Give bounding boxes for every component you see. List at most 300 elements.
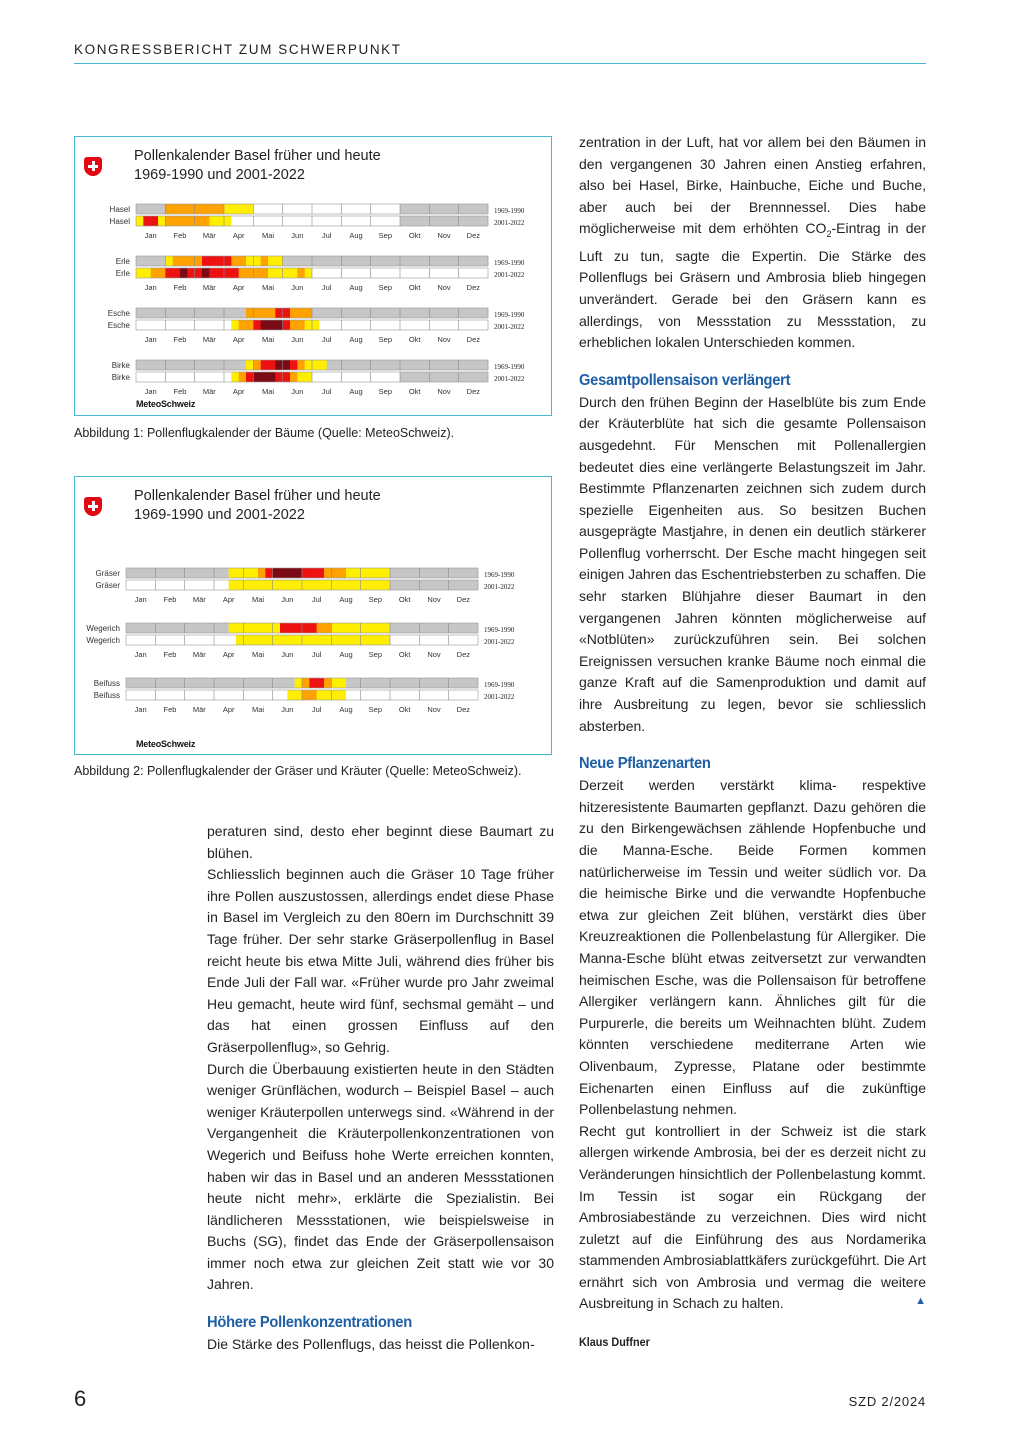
pollen-cell [466,308,474,318]
pollen-cell [407,372,415,382]
pollen-cell [317,690,325,700]
pollen-cell [346,568,354,578]
pollen-cell [400,216,408,226]
pollen-cell [349,360,357,370]
pollen-cell [434,690,442,700]
species-group-Birke [112,360,525,396]
pollen-cell [148,678,156,688]
pollen-cell [295,635,303,645]
pollen-cell [481,360,489,370]
pollen-cell [422,372,430,382]
pollen-cell [363,308,371,318]
pollen-cell [400,268,408,278]
end-mark-icon: ▲ [915,1295,926,1308]
month-label: Dez [466,387,481,396]
pollen-cell [371,204,379,214]
month-label: Aug [349,231,363,240]
month-label: Aug [339,595,353,604]
pollen-cell [309,690,317,700]
pollen-cell [192,568,200,578]
pollen-cell [192,690,200,700]
pollen-cell [229,580,237,590]
month-label: Sep [368,595,383,604]
pollen-cell [246,216,254,226]
pollen-cell [136,372,144,382]
issue-label: SZD 2/2024 [848,1394,926,1409]
pollen-cell [173,320,181,330]
pollen-cell [273,623,281,633]
species-label: Wegerich [86,636,120,645]
pollen-cell [221,623,229,633]
pollen-cell [341,360,349,370]
pollen-cell [451,360,459,370]
pollen-cell [346,678,354,688]
pollen-cell [136,360,144,370]
pollen-cell [405,635,413,645]
pollen-cell [363,372,371,382]
pollen-cell [214,568,222,578]
pollen-cell [437,256,445,266]
pollen-cell [302,623,310,633]
pollen-cell [290,360,298,370]
pollen-cell [434,678,442,688]
pollen-cell [405,568,413,578]
month-label: Nov [437,335,451,344]
pollen-cell [407,216,415,226]
pollen-cell [334,372,342,382]
pollen-cell [429,256,437,266]
pollen-cell [165,372,173,382]
pollen-cell [471,623,479,633]
species-label: Hasel [109,205,130,214]
pollen-cell [375,568,383,578]
month-label: Jun [291,335,304,344]
pollen-cell [466,360,474,370]
pollen-cell [339,690,347,700]
pollen-cell [441,690,449,700]
pollen-cell [290,268,298,278]
pollen-cell [429,268,437,278]
pollen-cell [353,635,361,645]
pollen-cell [173,204,181,214]
pollen-cell [155,623,163,633]
pollen-cell [177,623,185,633]
month-label: Apr [222,705,235,714]
pollen-cell [481,320,489,330]
month-label: Jun [281,595,294,604]
month-label: Apr [222,595,235,604]
species-label: Birke [111,373,130,382]
subheading: Höhere Pollenkonzentrationen [207,1314,412,1332]
pollen-cell [295,690,303,700]
pollen-cell [163,580,171,590]
pollen-cell [209,320,217,330]
pollen-cell [361,623,369,633]
pollen-cell [141,690,149,700]
pollen-cell [356,360,364,370]
pollen-cell [437,360,445,370]
pollen-cell [202,372,210,382]
pollen-cell [459,308,467,318]
pollen-cell [209,268,217,278]
pollen-cell [158,256,166,266]
pollen-cell [268,204,276,214]
pollen-cell [221,568,229,578]
pollen-cell [437,204,445,214]
pollen-cell [221,580,229,590]
month-label: Jan [134,595,147,604]
month-label: Sep [378,335,393,344]
pollen-cell [275,256,283,266]
pollen-cell [268,256,276,266]
pollen-cell [341,216,349,226]
pollen-cell [407,320,415,330]
month-label: Feb [173,387,187,396]
pollen-chart-grasses [75,477,551,754]
pollen-cell [371,360,379,370]
pollen-cell [195,204,203,214]
pollen-cell [207,678,215,688]
pollen-cell [236,580,244,590]
pollen-cell [422,216,430,226]
pollen-cell [309,623,317,633]
pollen-cell [253,204,261,214]
pollen-cell [312,268,320,278]
pollen-cell [202,320,210,330]
pollen-cell [309,580,317,590]
pollen-cell [246,256,254,266]
pollen-cell [312,308,320,318]
pollen-cell [327,360,335,370]
pollen-cell [356,216,364,226]
pollen-cell [170,635,178,645]
pollen-cell [363,320,371,330]
pollen-cell [383,580,391,590]
pollen-cell [305,256,313,266]
pollen-cell [471,580,479,590]
month-label: Jun [291,231,304,240]
pollen-cell [459,360,467,370]
pollen-cell [290,204,298,214]
pollen-cell [368,623,376,633]
species-group-Wegerich [86,623,514,659]
pollen-cell [155,635,163,645]
pollen-cell [393,320,401,330]
pollen-cell [170,678,178,688]
pollen-cell [429,372,437,382]
pollen-cell [297,308,305,318]
pollen-cell [375,580,383,590]
pollen-cell [385,308,393,318]
month-label: Mai [261,283,275,292]
pollen-cell [341,320,349,330]
period-label: 2001-2022 [494,323,525,331]
pollen-cell [261,372,269,382]
pollen-cell [180,360,188,370]
pollen-cell [158,268,166,278]
pollen-cell [133,568,141,578]
pollen-cell [202,268,210,278]
pollen-cell [434,635,442,645]
pollen-cell [195,372,203,382]
pollen-cell [415,204,423,214]
month-label: Mär [192,595,206,604]
pollen-cell [290,372,298,382]
pollen-cell [341,256,349,266]
pollen-cell [192,678,200,688]
month-label: Mai [261,231,275,240]
pollen-cell [236,568,244,578]
pollen-cell [471,690,479,700]
pollen-cell [253,308,261,318]
pollen-cell [199,678,207,688]
pollen-cell [415,320,423,330]
pollen-cell [312,360,320,370]
pollen-cell [185,690,193,700]
month-label: Jul [321,387,332,396]
pollen-cell [143,308,151,318]
pollen-cell [481,308,489,318]
paragraph: Die Stärke des Pollenflugs, das heisst die Pollenkon- [207,1336,535,1353]
pollen-cell [339,568,347,578]
pollen-cell [207,568,215,578]
pollen-cell [302,678,310,688]
pollen-cell [466,372,474,382]
pollen-cell [441,568,449,578]
pollen-cell [302,568,310,578]
pollen-cell [185,623,193,633]
pollen-cell [405,690,413,700]
pollen-cell [287,568,295,578]
pollen-cell [243,568,251,578]
pollen-cell [346,635,354,645]
species-label: Beifuss [93,679,120,688]
pollen-cell [151,268,159,278]
pollen-cell [429,320,437,330]
pollen-cell [427,678,435,688]
pollen-cell [187,256,195,266]
pollen-cell [305,204,313,214]
header-rule [74,63,926,64]
pollen-cell [275,320,283,330]
figure-title-line2: 1969-1990 und 2001-2022 [134,167,305,183]
pollen-cell [165,360,173,370]
pollen-cell [449,690,457,700]
pollen-cell [466,204,474,214]
pollen-cell [155,580,163,590]
pollen-cell [349,308,357,318]
pollen-cell [261,256,269,266]
pollen-cell [473,308,481,318]
pollen-cell [275,372,283,382]
pollen-chart-trees [75,137,551,415]
pollen-cell [158,216,166,226]
pollen-cell [451,372,459,382]
pollen-cell [143,320,151,330]
pollen-cell [473,320,481,330]
pollen-cell [319,216,327,226]
month-label: Apr [232,387,245,396]
month-label: Jun [291,283,304,292]
paragraph: Schliesslich beginnen auch die Gräser 10 Tage früher ihre Pollen auszustossen, allerdings endet diese Phase in Basel im Vergleich zu den 80ern im Durchschnitt 39 Tage früher. Der sehr starke Gräserpollenflug in Basel reicht heute bis etwa Mitte Juli, während dies früher bis Ende Juli der Fall war. «Früher wurde pro Jahr zweimal Heu gemacht, heute wird fünf, sechsmal gemäht – und das hat einen grossen Einfluss auf den Gräserpollenflug», so Gehrig. [207,866,554,1055]
pollen-cell [473,360,481,370]
pollen-cell [356,308,364,318]
pollen-cell [151,204,159,214]
pollen-cell [481,372,489,382]
month-label: Feb [173,335,187,344]
pollen-cell [283,204,291,214]
pollen-cell [251,678,259,688]
pollen-cell [327,256,335,266]
pollen-cell [199,635,207,645]
month-label: Sep [368,650,383,659]
pollen-cell [214,678,222,688]
pollen-cell [207,635,215,645]
month-label: Okt [408,231,421,240]
pollen-cell [231,216,239,226]
pollen-cell [378,360,386,370]
pollen-cell [265,678,273,688]
pollen-cell [400,372,408,382]
species-label: Beifuss [93,691,120,700]
pollen-cell [275,216,283,226]
pollen-cell [400,320,408,330]
pollen-cell [346,580,354,590]
pollen-cell [437,268,445,278]
pollen-cell [419,623,427,633]
pollen-cell [412,678,420,688]
pollen-cell [258,635,266,645]
pollen-cell [151,256,159,266]
month-label: Aug [339,705,353,714]
pollen-cell [229,635,237,645]
pollen-cell [334,268,342,278]
pollen-cell [268,308,276,318]
pollen-cell [319,360,327,370]
pollen-cell [136,320,144,330]
month-label: Mär [202,231,216,240]
pollen-cell [297,372,305,382]
paragraph: Durch die Überbauung existierten heute in den Städten weniger Grünflächen, wodurch – Beispiel Basel – auch weniger Kräuterpollen unterwegs sind. «Während in der Vergangenheit die Kräuterpollenkonzentrationen von Wegerich und Beifuss hohe Werte erreichen konnten, haben wir das in Basel und an anderen Messstationen heute nicht mehr», erklärte die Spezialistin. Bei ländlicheren Messstationen, wie beispielsweise in Buchs (SG), findet das Ende der Gräserpollensaison immer noch etwa zur gleichen Zeit statt wie vor 30 Jahren. [207,1060,554,1293]
pollen-cell [163,623,171,633]
pollen-cell [253,320,261,330]
species-group-Esche [108,308,525,344]
pollen-cell [393,216,401,226]
pollen-cell [385,268,393,278]
pollen-cell [473,268,481,278]
month-label: Mai [251,595,265,604]
pollen-cell [231,308,239,318]
month-label: Jan [144,335,157,344]
pollen-cell [258,690,266,700]
pollen-cell [463,623,471,633]
pollen-cell [221,635,229,645]
pollen-cell [217,372,225,382]
pollen-cell [290,256,298,266]
pollen-cell [451,204,459,214]
pollen-cell [236,635,244,645]
pollen-cell [339,623,347,633]
species-group-Erle [116,256,525,292]
pollen-cell [407,256,415,266]
pollen-cell [297,204,305,214]
pollen-cell [363,216,371,226]
month-label: Jul [311,650,322,659]
pollen-cell [341,204,349,214]
pollen-cell [268,216,276,226]
pollen-cell [353,568,361,578]
pollen-cell [385,256,393,266]
pollen-cell [136,268,144,278]
pollen-cell [239,320,247,330]
pollen-cell [280,568,288,578]
pollen-cell [217,308,225,318]
pollen-cell [331,690,339,700]
pollen-cell [141,623,149,633]
pollen-cell [327,308,335,318]
pollen-cell [463,690,471,700]
pollen-cell [192,635,200,645]
pollen-cell [199,580,207,590]
pollen-cell [251,690,259,700]
pollen-cell [158,308,166,318]
pollen-cell [173,268,181,278]
pollen-cell [209,204,217,214]
period-label: 1969-1990 [484,681,515,689]
pollen-cell [375,690,383,700]
pollen-cell [258,580,266,590]
pollen-cell [305,216,313,226]
month-label: Feb [173,231,187,240]
month-label: Nov [437,231,451,240]
month-label: Okt [398,650,411,659]
pollen-cell [143,372,151,382]
pollen-cell [427,568,435,578]
pollen-cell [148,623,156,633]
pollen-cell [221,678,229,688]
figure1-caption: Abbildung 1: Pollenflugkalender der Bäume (Quelle: MeteoSchweiz). [74,426,455,440]
pollen-cell [412,623,420,633]
pollen-cell [334,256,342,266]
pollen-cell [331,623,339,633]
month-label: Nov [437,387,451,396]
pollen-cell [265,690,273,700]
pollen-cell [412,568,420,578]
pollen-cell [459,204,467,214]
pollen-cell [393,372,401,382]
pollen-cell [158,360,166,370]
pollen-cell [463,678,471,688]
species-label: Esche [107,321,130,330]
pollen-cell [405,678,413,688]
pollen-cell [239,268,247,278]
pollen-cell [456,568,464,578]
pollen-cell [224,372,232,382]
month-label: Okt [398,705,411,714]
pollen-cell [231,256,239,266]
pollen-cell [349,268,357,278]
pollen-cell [356,256,364,266]
species-label: Esche [107,309,130,318]
pollen-cell [481,204,489,214]
pollen-cell [407,308,415,318]
pollen-cell [163,568,171,578]
meteoschweiz-logo: MeteoSchweiz [136,399,196,409]
species-label: Birke [111,361,130,370]
pollen-cell [187,308,195,318]
pollen-cell [195,256,203,266]
month-label: Apr [222,650,235,659]
